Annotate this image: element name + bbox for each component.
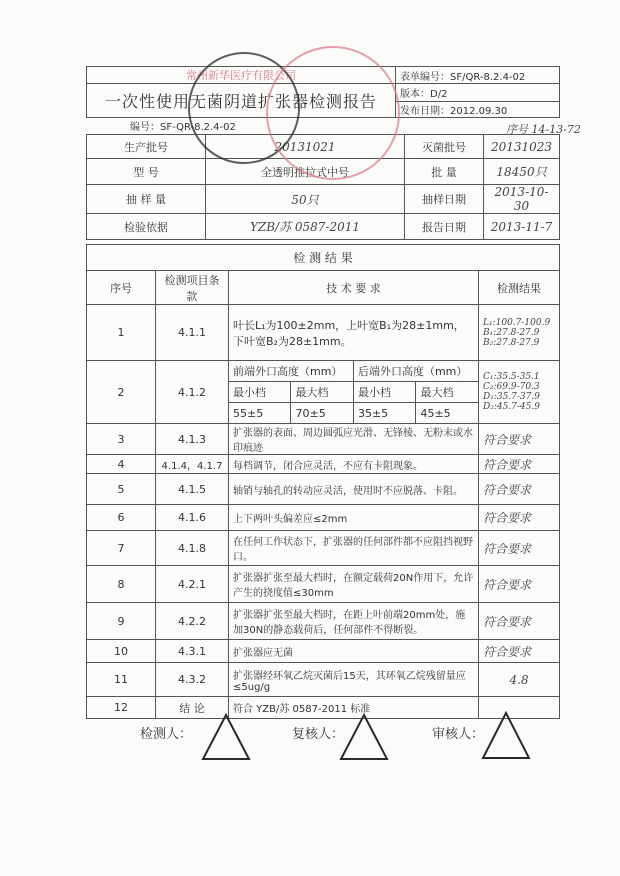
row-requirement: 扩张器经环氧乙烷灭菌后15天，其环氧乙烷残留量应≤5ug/g [229,663,479,697]
sterilization-value: 20131023 [484,135,560,159]
sterilization-label: 灭菌批号 [405,135,484,159]
sample-date-value: 2013-10-30 [484,185,560,214]
row-clause: 4.1.4，4.1.7 [156,455,229,474]
inspector-stamp-3 [480,710,532,762]
row-clause: 4.1.6 [156,505,229,531]
version: 版本：D/2 [396,84,560,102]
results-table [86,244,560,719]
company-seal-red [266,46,400,180]
row-no: 5 [87,474,156,505]
row-result: 符合要求 [479,424,560,455]
inspector-stamp-2 [338,712,390,762]
row-clause: 4.1.2 [156,361,229,424]
dim-min-2: 最小档 [353,382,415,403]
row-result: L₁:100.7-100.9 B₁:27.8-27.9 B₂:27.8-27.9 [479,305,560,361]
row-no: 6 [87,505,156,531]
sample-value: 50只 [206,185,405,214]
col-clause: 检测项目条款 [156,271,229,305]
report-date-label: 报告日期 [405,214,484,240]
row-clause: 4.1.3 [156,424,229,455]
tester-label: 检测人： [140,727,193,742]
table-row [87,305,560,361]
table-row [87,474,560,505]
conclusion-text: 符合 YZB/苏 0587-2011 标准 [229,697,479,719]
quantity-label: 批 量 [405,159,484,185]
row-requirement: 在任何工作状态下，扩张器的任何部件都不应阻挡视野口。 [229,531,479,566]
row-requirement: 扩张器扩张至最大档时，在额定载荷20N作用下，允许产生的挠度值≤30mm [229,566,479,603]
table-row [87,361,560,382]
row-clause: 结 论 [156,697,229,719]
row-no: 1 [87,305,156,361]
row-result: 符合要求 [479,640,560,663]
row-no: 3 [87,424,156,455]
row-result: 4.8 [479,663,560,697]
row-clause: 4.3.2 [156,663,229,697]
col-tech: 技 术 要 求 [229,271,479,305]
dim-front-label: 前端外口高度（mm） [229,361,354,382]
table-row [87,505,560,531]
row-result: 符合要求 [479,455,560,474]
row-no: 7 [87,531,156,566]
row-clause: 4.3.1 [156,640,229,663]
quantity-value: 18450只 [484,159,560,185]
row-no: 10 [87,640,156,663]
model-label: 型 号 [87,159,206,185]
row-result: 符合要求 [479,603,560,640]
dim-max-1: 最大档 [291,382,353,403]
report-date-value: 2013-11-7 [484,214,560,240]
row-result: 符合要求 [479,566,560,603]
sample-label: 抽 样 量 [87,185,206,214]
row-requirement: 扩张器应无菌 [229,640,479,663]
dim-value-2: 70±5 [291,403,353,424]
row-no: 2 [87,361,156,424]
row-requirement: 叶长L₁为100±2mm，上叶宽B₁为28±1mm，下叶宽B₂为28±1mm。 [229,305,479,361]
table-row [87,455,560,474]
report-title: 一次性使用无菌阴道扩张器检测报告 [87,84,396,118]
row-clause: 4.2.2 [156,603,229,640]
table-row [87,531,560,566]
company-name: 常州新华医疗有限公司 [87,67,396,84]
row-clause: 4.1.8 [156,531,229,566]
model-value: 全透明推拉式中号 [206,159,405,185]
inspector-stamp-1 [200,712,252,762]
table-row [87,663,560,697]
row-requirement: 轴销与轴孔的转动应灵活，使用时不应脱落、卡阻。 [229,474,479,505]
sample-date-label: 抽样日期 [405,185,484,214]
row-requirement: 上下两叶头偏差应≤2mm [229,505,479,531]
form-number: 表单编号：SF/QR-8.2.4-02 [396,67,560,84]
table-row [87,566,560,603]
table-row [87,424,560,455]
row-result: 符合要求 [479,531,560,566]
results-title: 检 测 结 果 [87,245,560,271]
dim-value-3: 35±5 [353,403,415,424]
document-code: 编号：SF-QR-8.2.4-02 [130,122,236,133]
row-no: 8 [87,566,156,603]
table-row [87,603,560,640]
row-result: 符合要求 [479,505,560,531]
row-requirement: 每档调节，闭合应灵活，不应有卡阻现象。 [229,455,479,474]
dim-max-2: 最大档 [416,382,479,403]
col-no: 序号 [87,271,156,305]
row-result: C₁:35.5-35.1 C₂:69.9-70.3 D₁:35.7-37.9 D₂:45.7-45.9 [479,361,560,424]
dim-value-4: 45±5 [416,403,479,424]
row-requirement: 扩张器的表面、周边圆弧应光滑、无锋棱、无粉末或水印痕迹 [229,424,479,455]
batch-label: 生产批号 [87,135,206,159]
table-row [87,640,560,663]
row-clause: 4.1.5 [156,474,229,505]
col-result: 检测结果 [479,271,560,305]
row-clause: 4.1.1 [156,305,229,361]
issue-date: 发布日期：2012.09.30 [396,102,560,118]
row-no: 12 [87,697,156,719]
row-requirement: 扩张器扩张至最大档时，在距上叶前端20mm处，施加30N的静态载荷后，任何部件不得断裂。 [229,603,479,640]
auditor-label: 审核人： [432,727,485,742]
dim-back-label: 后端外口高度（mm） [353,361,478,382]
row-no: 4 [87,455,156,474]
dim-value-1: 55±5 [229,403,291,424]
row-no: 11 [87,663,156,697]
row-no: 9 [87,603,156,640]
basis-value: YZB/苏 0587-2011 [206,214,405,240]
batch-value: 20131021 [206,135,405,159]
row-result: 符合要求 [479,474,560,505]
basis-label: 检验依据 [87,214,206,240]
serial-number: 序号 14-13-72 [506,123,581,136]
dim-min-1: 最小档 [229,382,291,403]
reviewer-label: 复核人： [292,727,345,742]
row-clause: 4.2.1 [156,566,229,603]
